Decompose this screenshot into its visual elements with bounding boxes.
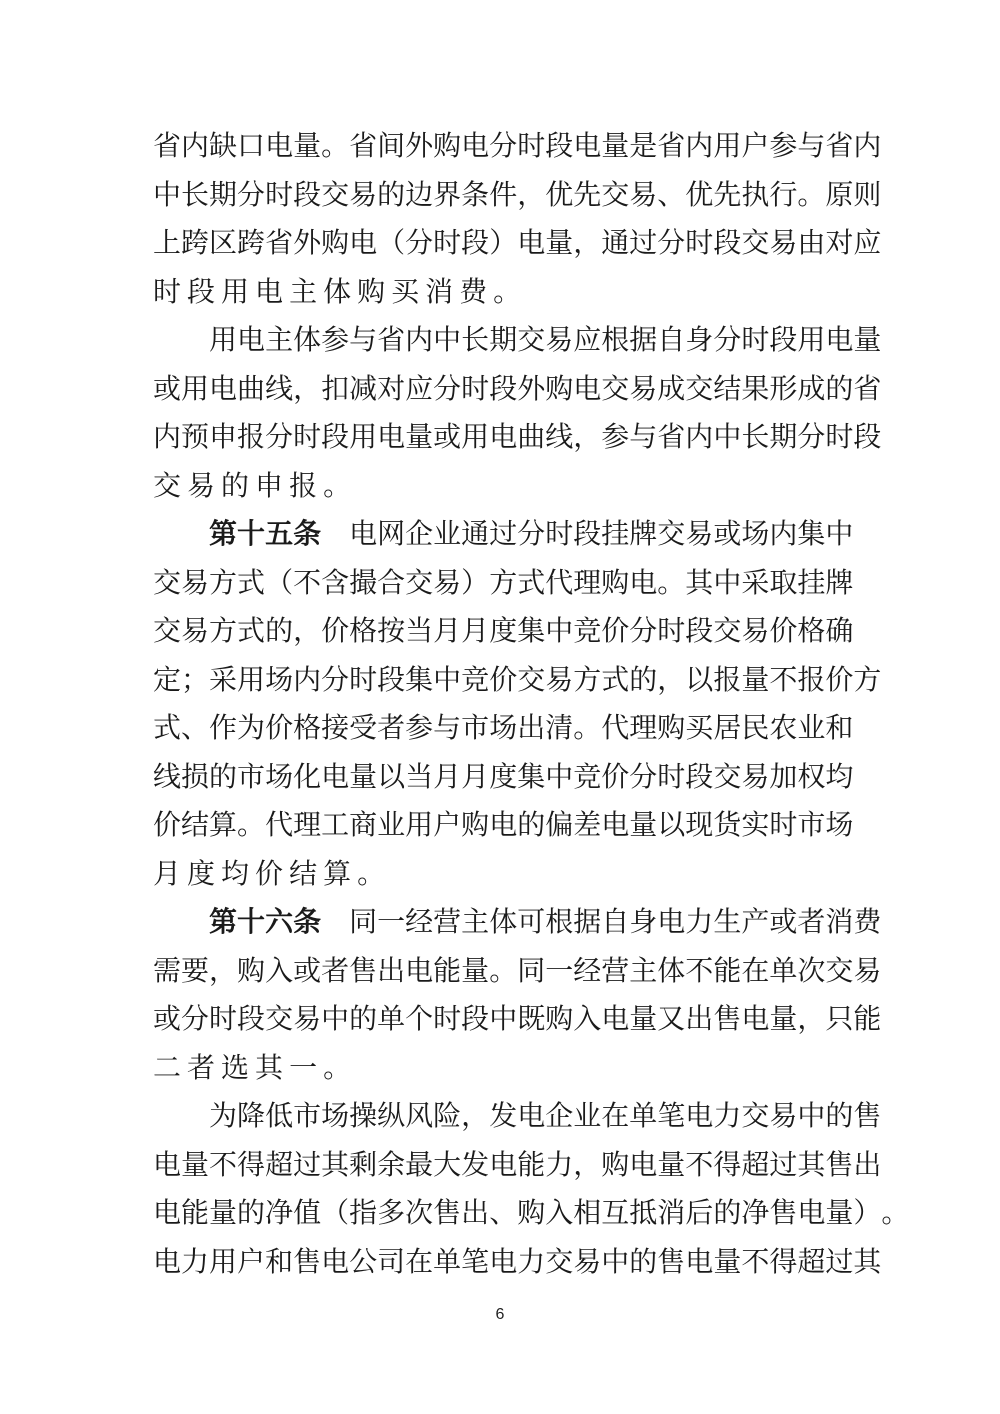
page-number: 6 — [495, 1306, 505, 1323]
document-body — [153, 122, 910, 1286]
text-line: 或 用 电 曲 线 ， 扣 减 对 应 分 时 段 外 购 电 交 易 成 交 结 果 形 成 的 省 — [153, 371, 882, 405]
text-line: 价 结 算 。 代 理 工 商 业 用 户 购 电 的 偏 差 电 量 以 现 货 实 时 市 场 — [153, 808, 854, 841]
text-line: 式 、 作 为 价 格 接 受 者 参 与 市 场 出 清 。 代 理 购 买 居 民 农 业 和 — [153, 711, 854, 744]
text-line: 交 易 的 申 报 。 — [153, 468, 358, 502]
text-line: 或 分 时 段 交 易 中 的 单 个 时 段 中 既 购 入 电 量 又 出 售 电 量 ， 只 能 — [153, 1002, 882, 1035]
text-line: 为 降 低 市 场 操 纵 风 险 ， 发 电 企 业 在 单 笔 电 力 交 易 中 的 售 — [209, 1099, 882, 1132]
text-line: 用 电 主 体 参 与 省 内 中 长 期 交 易 应 根 据 自 身 分 时 段 用 电 量 — [209, 323, 882, 356]
text-line: 定 ； 采 用 场 内 分 时 段 集 中 竞 价 交 易 方 式 的 ， 以 报 量 不 报 价 方 — [153, 662, 882, 696]
text-line: 交 易 方 式 的 ， 价 格 按 当 月 月 度 集 中 竞 价 分 时 段 交 易 价 格 确 — [153, 614, 854, 647]
text-line: 电 能 量 的 净 值 （ 指 多 次 售 出 、 购 入 相 互 抵 消 后 的 净 售 电 量 ） 。 — [153, 1196, 910, 1229]
text-line: 中 长 期 分 时 段 交 易 的 边 界 条 件 ， 优 先 交 易 、 优 先 执 行 。 原 则 — [153, 177, 882, 211]
text-line: 交 易 方 式 （ 不 含 撮 合 交 易 ） 方 式 代 理 购 电 。 其 中 采 取 挂 牌 — [153, 565, 854, 599]
text-line: 电 量 不 得 超 过 其 剩 余 最 大 发 电 能 力 ， 购 电 量 不 得 超 过 其 售 出 — [153, 1147, 882, 1181]
text-line: 月 度 均 价 结 算 。 — [153, 856, 392, 890]
text-line: 二 者 选 其 一 。 — [153, 1050, 358, 1084]
text-line: 内 预 申 报 分 时 段 用 电 量 或 用 电 曲 线 ， 参 与 省 内 中 长 期 分 时 段 — [153, 420, 882, 453]
text-line: 时 段 用 电 主 体 购 买 消 费 。 — [153, 274, 528, 308]
text-line: 电 力 用 户 和 售 电 公 司 在 单 笔 电 力 交 易 中 的 售 电 量 不 得 超 过 其 — [153, 1244, 882, 1278]
text-line: 需 要 ， 购 入 或 者 售 出 电 能 量 。 同 一 经 营 主 体 不 能 在 单 次 交 易 — [153, 953, 882, 987]
text-line: 上 跨 区 跨 省 外 购 电 （ 分 时 段 ） 电 量 ， 通 过 分 时 段 交 易 由 对 应 — [153, 226, 882, 259]
text-line: 线 损 的 市 场 化 电 量 以 当 月 月 度 集 中 竞 价 分 时 段 交 易 加 权 均 — [153, 759, 854, 793]
text-line: 第 十 六 条 同 一 经 营 主 体 可 根 据 自 身 电 力 生 产 或 者 消 费 — [209, 905, 882, 938]
text-line: 省 内 缺 口 电 量 。 省 间 外 购 电 分 时 段 电 量 是 省 内 用 户 参 与 省 内 — [153, 129, 882, 162]
text-line: 第 十 五 条 电 网 企 业 通 过 分 时 段 挂 牌 交 易 或 场 内 集 中 — [209, 517, 854, 550]
